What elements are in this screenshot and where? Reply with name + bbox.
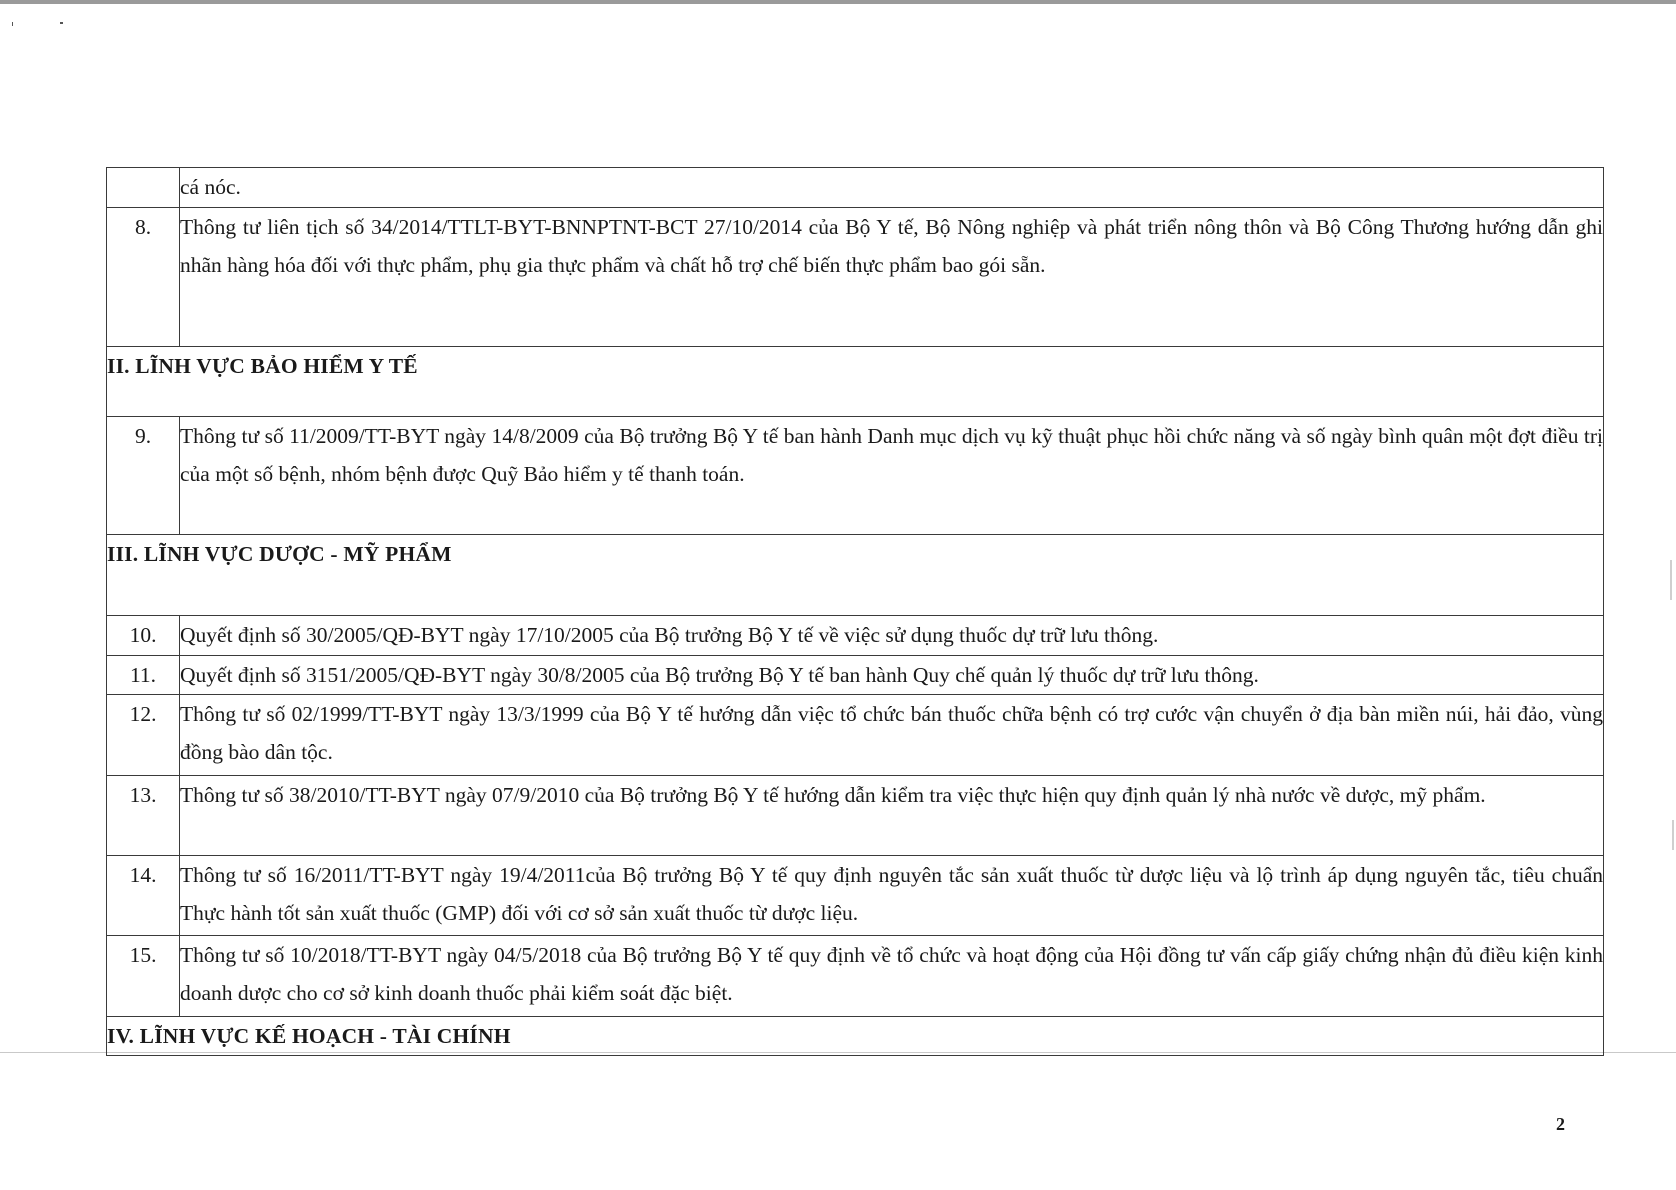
- row-number: 8.: [134, 215, 152, 239]
- scan-artifact-dot: [12, 22, 13, 26]
- regulation-text: Thông tư liên tịch số 34/2014/TTLT-BYT-BNNPTNT-BCT 27/10/2014 của Bộ Y tế, Bộ Nông nghiệp và phát triển nông thôn và Bộ Công Thương hướng dẫn ghi nhãn hàng hóa đối với thực phẩm, phụ gia thực phẩm và chất hỗ trợ chế biến thực phẩm bao gói sẵn.: [180, 208, 1604, 347]
- row-number-cell: [107, 695, 180, 776]
- row-number-cell: [107, 168, 180, 208]
- table-row: [107, 417, 1604, 535]
- table-row: [107, 776, 1604, 856]
- regulation-table-body: [107, 168, 1604, 1056]
- row-number: 15.: [129, 943, 157, 967]
- regulation-text: Quyết định số 30/2005/QĐ-BYT ngày 17/10/2005 của Bộ trưởng Bộ Y tế về việc sử dụng thuốc dự trữ lưu thông.: [180, 616, 1604, 656]
- table-row: [107, 168, 1604, 208]
- section-heading: IV. LĨNH VỰC KẾ HOẠCH - TÀI CHÍNH: [107, 1017, 1604, 1056]
- table-row: [107, 656, 1604, 695]
- section-header-row: [107, 535, 1604, 616]
- table-row: [107, 208, 1604, 347]
- section-heading: II. LĨNH VỰC BẢO HIỂM Y TẾ: [107, 347, 1604, 417]
- regulation-text: Thông tư số 10/2018/TT-BYT ngày 04/5/2018 của Bộ trưởng Bộ Y tế quy định về tổ chức và hoạt động của Hội đồng tư vấn cấp giấy chứng nhận đủ điều kiện kinh doanh dược cho cơ sở kinh doanh thuốc phải kiểm soát đặc biệt.: [180, 936, 1604, 1017]
- row-number: 12.: [129, 702, 157, 726]
- regulation-text: cá nóc.: [180, 168, 1604, 208]
- row-number: 9.: [134, 424, 152, 448]
- row-number-cell: [107, 776, 180, 856]
- scan-top-edge: [0, 0, 1676, 4]
- row-number-cell: [107, 208, 180, 347]
- row-number-cell: [107, 936, 180, 1017]
- row-number-cell: [107, 856, 180, 936]
- row-number: 10.: [129, 623, 157, 647]
- scan-artifact-mark: [60, 22, 63, 24]
- row-number: 13.: [129, 783, 157, 807]
- document-page: [106, 167, 1604, 1056]
- table-row: [107, 856, 1604, 936]
- scan-artifact-mark: [1670, 560, 1672, 600]
- section-header-row: [107, 1017, 1604, 1056]
- regulation-text: Thông tư số 11/2009/TT-BYT ngày 14/8/2009 của Bộ trưởng Bộ Y tế ban hành Danh mục dịch vụ kỹ thuật phục hồi chức năng và số ngày bình quân một đợt điều trị của một số bệnh, nhóm bệnh được Quỹ Bảo hiểm y tế thanh toán.: [180, 417, 1604, 535]
- regulation-text: Thông tư số 02/1999/TT-BYT ngày 13/3/1999 của Bộ Y tế hướng dẫn việc tổ chức bán thuốc chữa bệnh có trợ cước vận chuyển ở địa bàn miền núi, hải đảo, vùng đồng bào dân tộc.: [180, 695, 1604, 776]
- section-header-row: [107, 347, 1604, 417]
- row-number-cell: [107, 616, 180, 656]
- table-row: [107, 616, 1604, 656]
- row-number: 11.: [129, 663, 157, 687]
- regulation-text: Quyết định số 3151/2005/QĐ-BYT ngày 30/8/2005 của Bộ trưởng Bộ Y tế ban hành Quy chế quản lý thuốc dự trữ lưu thông.: [180, 656, 1604, 695]
- regulation-text: Thông tư số 16/2011/TT-BYT ngày 19/4/2011của Bộ trưởng Bộ Y tế quy định nguyên tắc sản xuất thuốc từ dược liệu và lộ trình áp dụng nguyên tắc, tiêu chuẩn Thực hành tốt sản xuất thuốc (GMP) đối với cơ sở sản xuất thuốc từ dược liệu.: [180, 856, 1604, 936]
- table-row: [107, 695, 1604, 776]
- row-number-cell: [107, 417, 180, 535]
- table-row: [107, 936, 1604, 1017]
- row-number: 14.: [129, 863, 157, 887]
- row-number-cell: [107, 656, 180, 695]
- regulation-text: Thông tư số 38/2010/TT-BYT ngày 07/9/2010 của Bộ trưởng Bộ Y tế hướng dẫn kiểm tra việc thực hiện quy định quản lý nhà nước về dược, mỹ phẩm.: [180, 776, 1604, 856]
- page-number: 2: [1556, 1114, 1565, 1134]
- section-heading: III. LĨNH VỰC DƯỢC - MỸ PHẨM: [107, 535, 1604, 616]
- scan-artifact-mark: [1672, 820, 1674, 850]
- regulation-table: [106, 167, 1604, 1056]
